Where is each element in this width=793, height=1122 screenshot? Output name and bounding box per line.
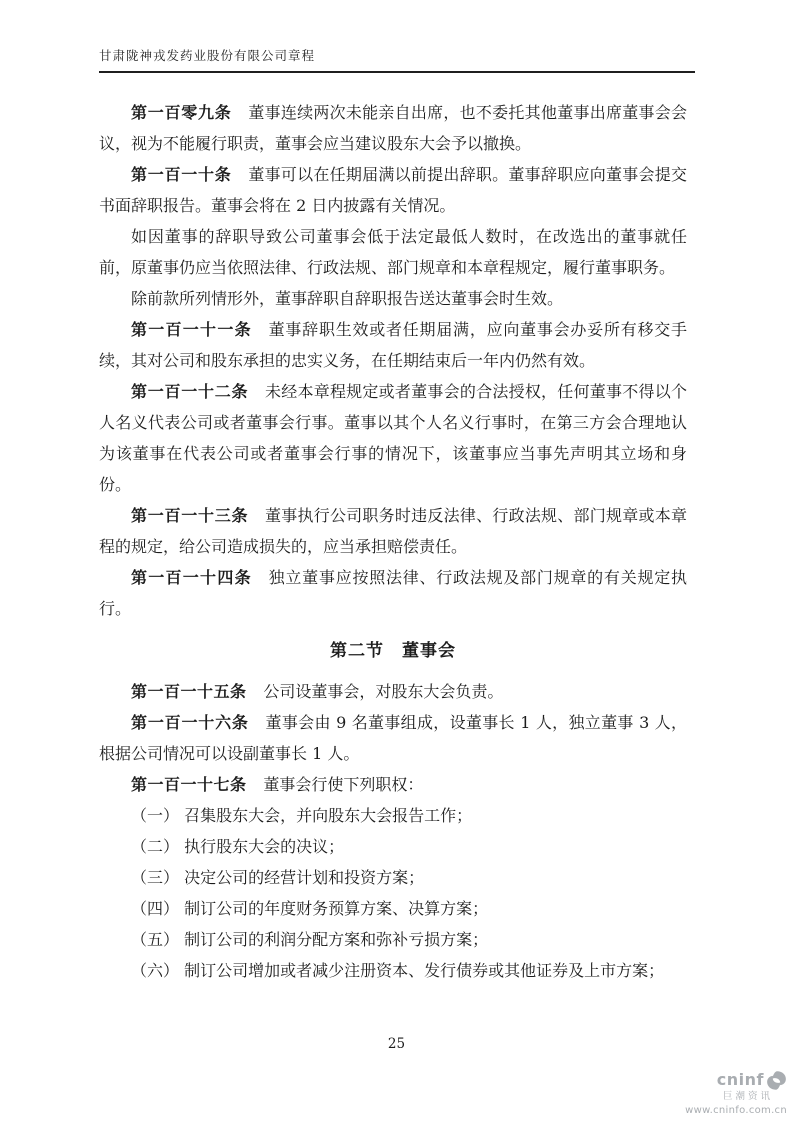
article-paragraph xyxy=(99,676,687,707)
article-number: 第一百一十七条 xyxy=(131,775,247,794)
cninfo-brand-cn: 巨潮资讯 xyxy=(722,1090,773,1102)
body-paragraph: 如因董事的辞职导致公司董事会低于法定最低人数时，在改选出的董事就任前，原董事仍应当依照法律、行政法规、部门规章和本章程规定，履行董事职务。 xyxy=(99,227,687,277)
article-number: 第一百一十四条 xyxy=(131,568,252,587)
article-text: 董事可以在任期届满以前提出辞职。董事辞职应向董事会提交书面辞职报告。董事会将在 2 日内披露有关情况。 xyxy=(99,165,687,215)
article-number: 第一百一十二条 xyxy=(131,382,249,401)
article-text: 董事会由 9 名董事组成，设董事长 1 人，独立董事 3 人，根据公司情况可以设副董事长 1 人。 xyxy=(99,713,687,763)
cninfo-brand: cninf xyxy=(716,1069,764,1089)
article-number: 第一百一十五条 xyxy=(131,682,247,701)
article-text: 董事辞职生效或者任期届满，应向董事会办妥所有移交手续，其对公司和股东承担的忠实义务，在任期结束后一年内仍然有效。 xyxy=(99,320,687,370)
cninfo-watermark xyxy=(685,1070,787,1116)
header-title: 甘肃陇神戎发药业股份有限公司章程 xyxy=(99,48,316,63)
article-paragraph xyxy=(99,376,687,500)
list-item: （五） 制订公司的利润分配方案和弥补亏损方案； xyxy=(131,930,489,949)
document-body xyxy=(99,97,687,986)
section-heading: 第二节 董事会 xyxy=(330,641,456,661)
list-item: （一） 召集股东大会，并向股东大会报告工作； xyxy=(131,806,473,825)
article-paragraph xyxy=(99,314,687,376)
article-text: 董事执行公司职务时违反法律、行政法规、部门规章或本章程的规定，给公司造成损失的，应当承担赔偿责任。 xyxy=(99,506,687,556)
article-paragraph xyxy=(99,707,687,769)
article-text: 独立董事应按照法律、行政法规及部门规章的有关规定执行。 xyxy=(99,568,687,618)
cninfo-brand-row xyxy=(685,1070,787,1091)
article-text: 董事会行使下列职权： xyxy=(263,775,424,794)
article-paragraph xyxy=(99,769,687,800)
cninfo-url: www.cninfo.com.cn xyxy=(685,1104,787,1116)
article-paragraph xyxy=(99,562,687,624)
article-text: 董事连续两次未能亲自出席，也不委托其他董事出席董事会会议，视为不能履行职责，董事会应当建议股东大会予以撤换。 xyxy=(99,103,687,153)
article-text: 未经本章程规定或者董事会的合法授权，任何董事不得以个人名义代表公司或者董事会行事。董事以其个人名义行事时，在第三方会合理地认为该董事在代表公司或者董事会行事的情况下，该董事应当事先声明其立场和身份。 xyxy=(99,382,687,494)
article-paragraph xyxy=(99,500,687,562)
list-item: （四） 制订公司的年度财务预算方案、决算方案； xyxy=(131,899,489,918)
cninfo-swirl-icon xyxy=(766,1070,787,1091)
body-paragraph: 除前款所列情形外，董事辞职自辞职报告送达董事会时生效。 xyxy=(131,289,564,308)
page-number: 25 xyxy=(387,1036,406,1052)
page-header xyxy=(99,46,695,73)
article-text: 公司设董事会，对股东大会负责。 xyxy=(263,682,504,701)
list-item: （六） 制订公司增加或者减少注册资本、发行债券或其他证券及上市方案； xyxy=(131,961,665,980)
article-number: 第一百一十六条 xyxy=(131,713,249,732)
list-item: （二） 执行股东大会的决议； xyxy=(131,837,345,856)
article-number: 第一百一十一条 xyxy=(131,320,252,339)
article-paragraph xyxy=(99,159,687,221)
article-number: 第一百零九条 xyxy=(131,103,232,122)
article-number: 第一百一十条 xyxy=(131,165,232,184)
list-item: （三） 决定公司的经营计划和投资方案； xyxy=(131,868,425,887)
article-paragraph xyxy=(99,97,687,159)
article-number: 第一百一十三条 xyxy=(131,506,249,525)
